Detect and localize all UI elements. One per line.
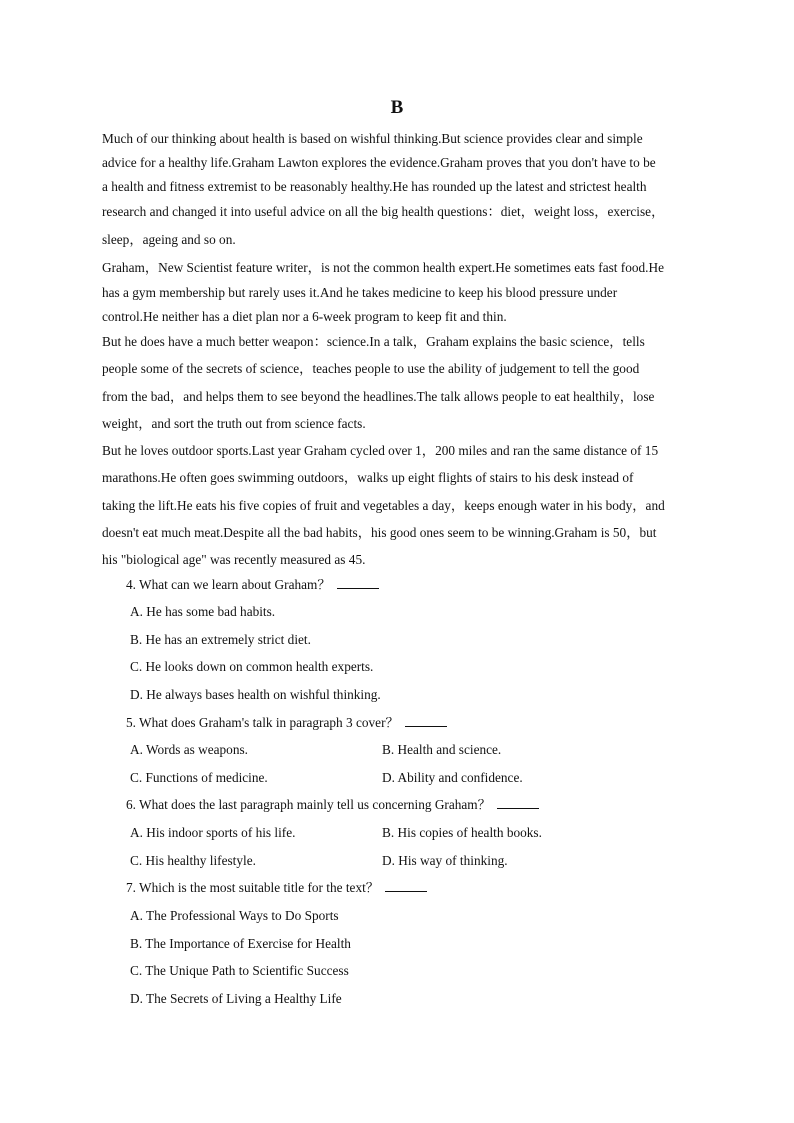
passage-line: Much of our thinking about health is based on wishful thinking.But science provides clear and simple — [102, 131, 643, 146]
passage-line: taking the lift.He eats his five copies of fruit and vegetables a day，keeps enough water in his body，and — [102, 498, 665, 513]
section-title: B — [390, 97, 404, 118]
option-d: D. The Secrets of Living a Healthy Life — [130, 991, 342, 1006]
option-a: A. His indoor sports of his life. — [130, 825, 296, 840]
passage-line: But he loves outdoor sports.Last year Graham cycled over 1，200 miles and ran the same distance of 15 — [102, 443, 659, 458]
question-stem: 7. Which is the most suitable title for the text？ — [126, 880, 380, 895]
option-b: B. The Importance of Exercise for Health — [130, 936, 351, 951]
answer-blank — [337, 576, 379, 589]
passage-line: control.He neither has a diet plan nor a 6-week program to keep fit and thin. — [102, 309, 507, 324]
passage-line: a health and fitness extremist to be reasonably healthy.He has rounded up the latest and strictest health — [102, 179, 647, 194]
option-c: C. The Unique Path to Scientific Success — [130, 963, 349, 978]
option-a: A. The Professional Ways to Do Sports — [130, 908, 339, 923]
question-stem: 6. What does the last paragraph mainly tell us concerning Graham？ — [126, 797, 491, 812]
option-d: D. His way of thinking. — [382, 853, 508, 868]
option-c: C. Functions of medicine. — [130, 770, 268, 785]
question-6 — [126, 796, 539, 814]
passage-line: his "biological age" was recently measured as 45. — [102, 552, 366, 567]
question-stem: 5. What does Graham's talk in paragraph 3 cover？ — [126, 715, 399, 730]
passage-line: advice for a healthy life.Graham Lawton explores the evidence.Graham proves that you don't have to be — [102, 155, 656, 170]
passage-line: Graham，New Scientist feature writer，is not the common health expert.He sometimes eats fast food.He — [102, 260, 664, 275]
passage-line: people some of the secrets of science，teaches people to use the ability of judgement to tell the good — [102, 361, 640, 376]
option-b: B. Health and science. — [382, 742, 502, 757]
option-b: B. His copies of health books. — [382, 825, 542, 840]
question-4 — [126, 576, 379, 594]
passage-line: has a gym membership but rarely uses it.And he takes medicine to keep his blood pressure under — [102, 285, 618, 300]
answer-blank — [405, 714, 447, 727]
question-5 — [126, 714, 447, 732]
option-c: C. His healthy lifestyle. — [130, 853, 256, 868]
option-d: D. He always bases health on wishful thinking. — [130, 687, 381, 702]
question-7 — [126, 879, 427, 897]
answer-blank — [385, 879, 427, 892]
passage-line: But he does have a much better weapon：science.In a talk，Graham explains the basic science，tells — [102, 334, 645, 349]
option-a: A. Words as weapons. — [130, 742, 248, 757]
option-b: B. He has an extremely strict diet. — [130, 632, 311, 647]
passage-line: doesn't eat much meat.Despite all the bad habits，his good ones seem to be winning.Graham is 50，but — [102, 525, 657, 540]
passage-line: weight，and sort the truth out from science facts. — [102, 416, 366, 431]
passage-line: research and changed it into useful advice on all the big health questions：diet，weight loss，exercise， — [102, 204, 665, 219]
answer-blank — [497, 796, 539, 809]
passage-line: from the bad，and helps them to see beyond the headlines.The talk allows people to eat healthily，lose — [102, 389, 655, 404]
passage-line: marathons.He often goes swimming outdoors，walks up eight flights of stairs to his desk instead of — [102, 470, 634, 485]
option-d: D. Ability and confidence. — [382, 770, 523, 785]
option-c: C. He looks down on common health experts. — [130, 659, 374, 674]
question-stem: 4. What can we learn about Graham？ — [126, 577, 331, 592]
passage-line: sleep，ageing and so on. — [102, 232, 236, 247]
option-a: A. He has some bad habits. — [130, 604, 276, 619]
